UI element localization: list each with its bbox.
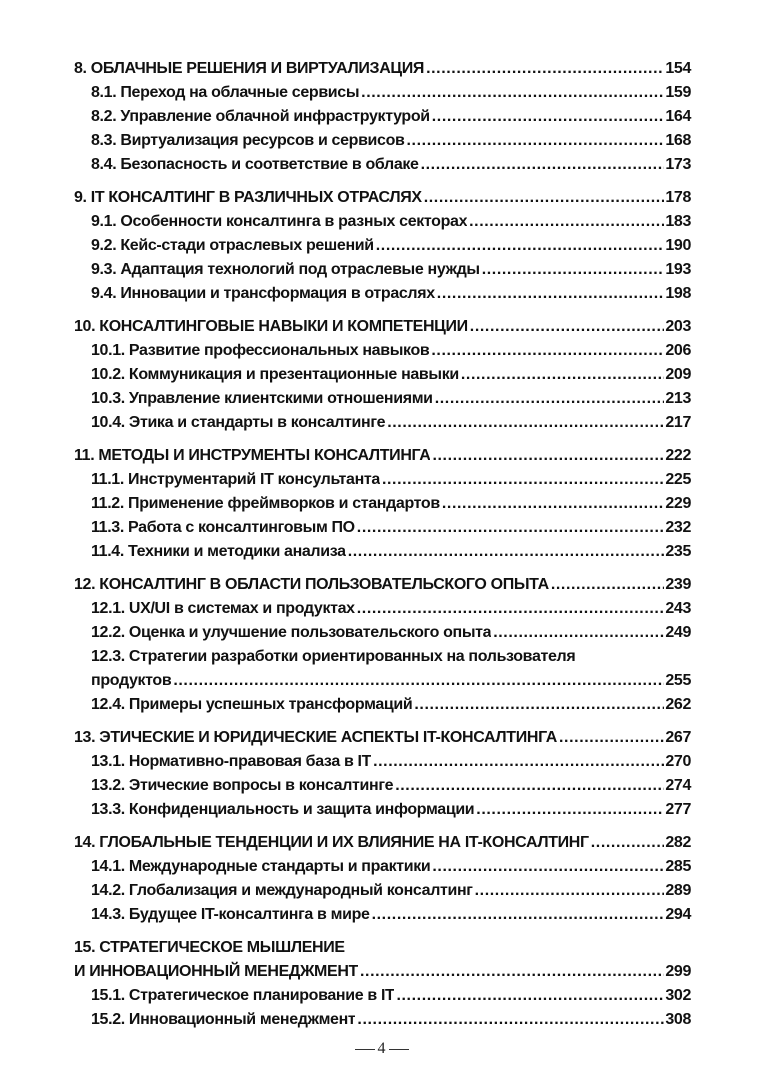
toc-section	[74, 831, 691, 927]
toc-chapter-entry	[74, 726, 691, 750]
toc-subsection-entry-title-line1: 12.3. Стратегии разработки ориентированных на пользователя	[91, 648, 576, 665]
toc-subsection-entry-leader-dots	[429, 339, 664, 363]
toc-subsection-entry-page-number: 255	[665, 672, 691, 689]
toc-subsection-entry-title: 8.4. Безопасность и соответствие в облаке	[91, 156, 419, 173]
toc-subsection-entry-title: 12.2. Оценка и улучшение пользовательского опыта	[91, 624, 492, 641]
toc-subsection-entry-title: 12.1. UX/UI в системах и продуктах	[91, 600, 355, 617]
toc-subsection-entry	[74, 693, 691, 717]
page-footer	[0, 1040, 763, 1058]
toc-subsection-entry-leader-dots	[371, 750, 664, 774]
toc-chapter-entry	[74, 57, 691, 81]
toc-subsection-entry	[74, 105, 691, 129]
toc-subsection-entry-title: 12.4. Примеры успешных трансформаций	[91, 696, 413, 713]
toc-subsection-entry-page-number: 243	[665, 600, 691, 617]
toc-chapter-entry-leader-dots	[358, 960, 664, 984]
toc-subsection-entry-title: 8.1. Переход на облачные сервисы	[91, 84, 360, 101]
toc-subsection-entry	[74, 258, 691, 282]
toc-chapter-entry-leader-dots	[549, 573, 665, 597]
toc-subsection-entry-leader-dots	[374, 234, 665, 258]
toc-subsection-entry-page-number: 225	[665, 471, 691, 488]
toc-subsection-entry-title: 13.2. Этические вопросы в консалтинге	[91, 777, 394, 794]
toc-subsection-entry-leader-dots	[430, 105, 665, 129]
toc-chapter-entry-title: 14. ГЛОБАЛЬНЫЕ ТЕНДЕНЦИИ И ИХ ВЛИЯНИЕ НА IT-КОНСАЛТИНГ	[74, 834, 589, 851]
page-number: 4	[377, 1040, 386, 1057]
toc-subsection-entry-page-number: 285	[665, 858, 691, 875]
toc-chapter-entry-page-number: 299	[665, 963, 691, 980]
toc-chapter-entry-page-number: 267	[665, 729, 691, 746]
toc-chapter-entry-title: 9. IT КОНСАЛТИНГ В РАЗЛИЧНЫХ ОТРАСЛЯХ	[74, 189, 422, 206]
toc-section	[74, 573, 691, 717]
toc-subsection-entry-title: 9.2. Кейс-стади отраслевых решений	[91, 237, 374, 254]
toc-subsection-entry	[74, 339, 691, 363]
toc-subsection-entry-page-number: 190	[665, 237, 691, 254]
toc-chapter-entry-title: 10. КОНСАЛТИНГОВЫЕ НАВЫКИ И КОМПЕТЕНЦИИ	[74, 318, 468, 335]
toc-chapter-entry-title: 11. МЕТОДЫ И ИНСТРУМЕНТЫ КОНСАЛТИНГА	[74, 447, 431, 464]
toc-subsection-entry-page-number: 262	[665, 696, 691, 713]
toc-subsection-entry-page-number: 289	[665, 882, 691, 899]
toc-subsection-entry-page-number: 277	[665, 801, 691, 818]
toc-section	[74, 444, 691, 564]
toc-subsection-entry	[74, 984, 691, 1008]
toc-subsection-entry-leader-dots	[355, 516, 665, 540]
footer-dash-left	[355, 1049, 375, 1050]
toc-section	[74, 936, 691, 1032]
toc-subsection-entry-leader-dots	[394, 984, 664, 1008]
toc-subsection-entry-page-number: 235	[665, 543, 691, 560]
toc-subsection-entry-leader-dots	[433, 387, 665, 411]
toc-chapter-entry-page-number: 222	[665, 447, 691, 464]
toc-section	[74, 315, 691, 435]
toc-subsection-entry-title: 15.1. Стратегическое планирование в IT	[91, 987, 395, 1004]
toc-subsection-entry-leader-dots	[370, 903, 665, 927]
toc-subsection-entry	[74, 468, 691, 492]
toc-subsection-entry	[74, 210, 691, 234]
toc-chapter-entry-title: 12. КОНСАЛТИНГ В ОБЛАСТИ ПОЛЬЗОВАТЕЛЬСКОГО ОПЫТА	[74, 576, 549, 593]
toc-subsection-entry-leader-dots	[385, 411, 664, 435]
toc-subsection-entry-title: 14.1. Международные стандарты и практики	[91, 858, 431, 875]
toc-subsection-entry-leader-dots	[405, 129, 665, 153]
toc-subsection-entry	[74, 879, 691, 903]
toc-subsection-entry-leader-dots	[412, 693, 664, 717]
toc-section	[74, 57, 691, 177]
toc-subsection-entry	[74, 387, 691, 411]
toc-subsection-entry	[74, 492, 691, 516]
toc-subsection-entry	[74, 363, 691, 387]
toc-subsection-entry-page-number: 164	[665, 108, 691, 125]
toc-chapter-entry-page-number: 154	[665, 60, 691, 77]
toc-subsection-entry	[74, 540, 691, 564]
toc-subsection-entry-leader-dots	[393, 774, 664, 798]
toc-chapter-entry	[74, 960, 691, 984]
toc-subsection-entry-title: 9.1. Особенности консалтинга в разных секторах	[91, 213, 468, 230]
toc-subsection-entry-title: 8.3. Виртуализация ресурсов и сервисов	[91, 132, 405, 149]
toc-subsection-entry-leader-dots	[491, 621, 664, 645]
toc-subsection-entry-title: продуктов	[91, 672, 172, 689]
toc-subsection-entry	[74, 81, 691, 105]
toc-subsection-entry-title: 15.2. Инновационный менеджмент	[91, 1011, 356, 1028]
toc-chapter-entry-page-number: 178	[665, 189, 691, 206]
toc-subsection-entry-leader-dots	[355, 597, 665, 621]
toc-subsection-entry-title: 14.2. Глобализация и международный консалтинг	[91, 882, 473, 899]
toc-subsection-entry-title: 10.4. Этика и стандарты в консалтинге	[91, 414, 386, 431]
toc-subsection-entry	[74, 903, 691, 927]
toc-chapter-entry-leader-dots	[557, 726, 664, 750]
toc-subsection-entry-page-number: 213	[665, 390, 691, 407]
toc-subsection-entry-leader-dots	[355, 1008, 664, 1032]
toc-subsection-entry-title: 10.1. Развитие профессиональных навыков	[91, 342, 430, 359]
toc-subsection-entry-leader-dots	[419, 153, 665, 177]
toc-subsection-entry-page-number: 217	[665, 414, 691, 431]
toc-chapter-entry	[74, 573, 691, 597]
toc-subsection-entry	[74, 798, 691, 822]
toc-chapter-entry	[74, 831, 691, 855]
toc-section	[74, 726, 691, 822]
toc-subsection-entry-leader-dots	[430, 855, 664, 879]
toc-subsection-entry-title: 11.2. Применение фреймворков и стандартов	[91, 495, 440, 512]
toc-chapter-entry-leader-dots	[589, 831, 665, 855]
toc-chapter-entry-title: И ИННОВАЦИОННЫЙ МЕНЕДЖМЕНТ	[74, 963, 358, 980]
toc-subsection-entry	[74, 153, 691, 177]
toc-subsection-entry	[74, 282, 691, 306]
toc-subsection-entry	[74, 516, 691, 540]
toc-subsection-entry-leader-dots	[435, 282, 665, 306]
table-of-contents	[74, 57, 691, 1041]
toc-subsection-entry-title: 9.4. Инновации и трансформация в отраслях	[91, 285, 435, 302]
toc-chapter-entry-title-line1: 15. СТРАТЕГИЧЕСКОЕ МЫШЛЕНИЕ	[74, 939, 345, 956]
toc-subsection-entry-page-number: 206	[665, 342, 691, 359]
toc-subsection-entry	[74, 669, 691, 693]
toc-chapter-entry	[74, 315, 691, 339]
toc-subsection-entry-page-number: 183	[665, 213, 691, 230]
toc-chapter-entry-page-number: 239	[665, 576, 691, 593]
toc-subsection-entry-page-number: 198	[665, 285, 691, 302]
toc-chapter-entry-leader-dots	[422, 186, 665, 210]
toc-chapter-entry	[74, 186, 691, 210]
toc-subsection-entry-leader-dots	[440, 492, 664, 516]
toc-subsection-entry-leader-dots	[474, 798, 664, 822]
toc-subsection-entry-page-number: 159	[665, 84, 691, 101]
toc-subsection-entry-page-number: 274	[665, 777, 691, 794]
toc-subsection-entry-leader-dots	[473, 879, 665, 903]
toc-subsection-entry-page-number: 308	[665, 1011, 691, 1028]
toc-chapter-entry-leader-dots	[468, 315, 665, 339]
toc-subsection-entry	[74, 129, 691, 153]
footer-dash-right	[389, 1049, 409, 1050]
toc-chapter-entry-page-number: 282	[665, 834, 691, 851]
toc-subsection-entry-title: 10.2. Коммуникация и презентационные навыки	[91, 366, 459, 383]
toc-subsection-entry-title: 11.3. Работа с консалтинговым ПО	[91, 519, 355, 536]
toc-subsection-entry-page-number: 168	[665, 132, 691, 149]
toc-subsection-entry	[74, 234, 691, 258]
toc-subsection-entry	[74, 774, 691, 798]
toc-subsection-entry-leader-dots	[459, 363, 664, 387]
toc-subsection-entry-page-number: 294	[665, 906, 691, 923]
toc-subsection-entry-leader-dots	[380, 468, 664, 492]
toc-subsection-entry-page-number: 173	[665, 156, 691, 173]
toc-chapter-entry	[74, 444, 691, 468]
toc-subsection-entry-page-number: 229	[665, 495, 691, 512]
toc-subsection-entry-title: 11.4. Техники и методики анализа	[91, 543, 346, 560]
toc-subsection-entry-title: 13.3. Конфиденциальность и защита информации	[91, 801, 475, 818]
toc-subsection-entry-leader-dots	[467, 210, 664, 234]
toc-subsection-entry-page-number: 232	[665, 519, 691, 536]
toc-subsection-entry-leader-dots	[480, 258, 665, 282]
toc-subsection-entry-title: 11.1. Инструментарий IT консультанта	[91, 471, 380, 488]
toc-section	[74, 186, 691, 306]
toc-subsection-entry	[74, 621, 691, 645]
toc-chapter-entry-leader-dots	[424, 57, 664, 81]
toc-subsection-entry-page-number: 193	[665, 261, 691, 278]
toc-subsection-entry	[74, 1008, 691, 1032]
toc-subsection-entry-title: 14.3. Будущее IT-консалтинга в мире	[91, 906, 370, 923]
toc-subsection-entry-title: 10.3. Управление клиентскими отношениями	[91, 390, 433, 407]
toc-subsection-entry-leader-dots	[171, 669, 664, 693]
toc-subsection-entry-page-number: 209	[665, 366, 691, 383]
toc-chapter-entry-title: 13. ЭТИЧЕСКИЕ И ЮРИДИЧЕСКИЕ АСПЕКТЫ IT-КОНСАЛТИНГА	[74, 729, 558, 746]
toc-chapter-entry-title: 8. ОБЛАЧНЫЕ РЕШЕНИЯ И ВИРТУАЛИЗАЦИЯ	[74, 60, 425, 77]
toc-subsection-entry-title: 8.2. Управление облачной инфраструктурой	[91, 108, 430, 125]
toc-subsection-entry	[74, 597, 691, 621]
toc-subsection-entry-page-number: 249	[665, 624, 691, 641]
toc-subsection-entry-leader-dots	[359, 81, 664, 105]
toc-chapter-entry-leader-dots	[430, 444, 664, 468]
toc-subsection-entry	[74, 411, 691, 435]
toc-subsection-entry	[74, 855, 691, 879]
toc-subsection-entry-page-number: 302	[665, 987, 691, 1004]
toc-subsection-entry	[74, 750, 691, 774]
toc-subsection-entry-title: 9.3. Адаптация технологий под отраслевые нужды	[91, 261, 480, 278]
toc-chapter-entry-page-number: 203	[665, 318, 691, 335]
toc-subsection-entry-leader-dots	[346, 540, 665, 564]
toc-subsection-entry-title: 13.1. Нормативно-правовая база в IT	[91, 753, 372, 770]
toc-subsection-entry-page-number: 270	[665, 753, 691, 770]
